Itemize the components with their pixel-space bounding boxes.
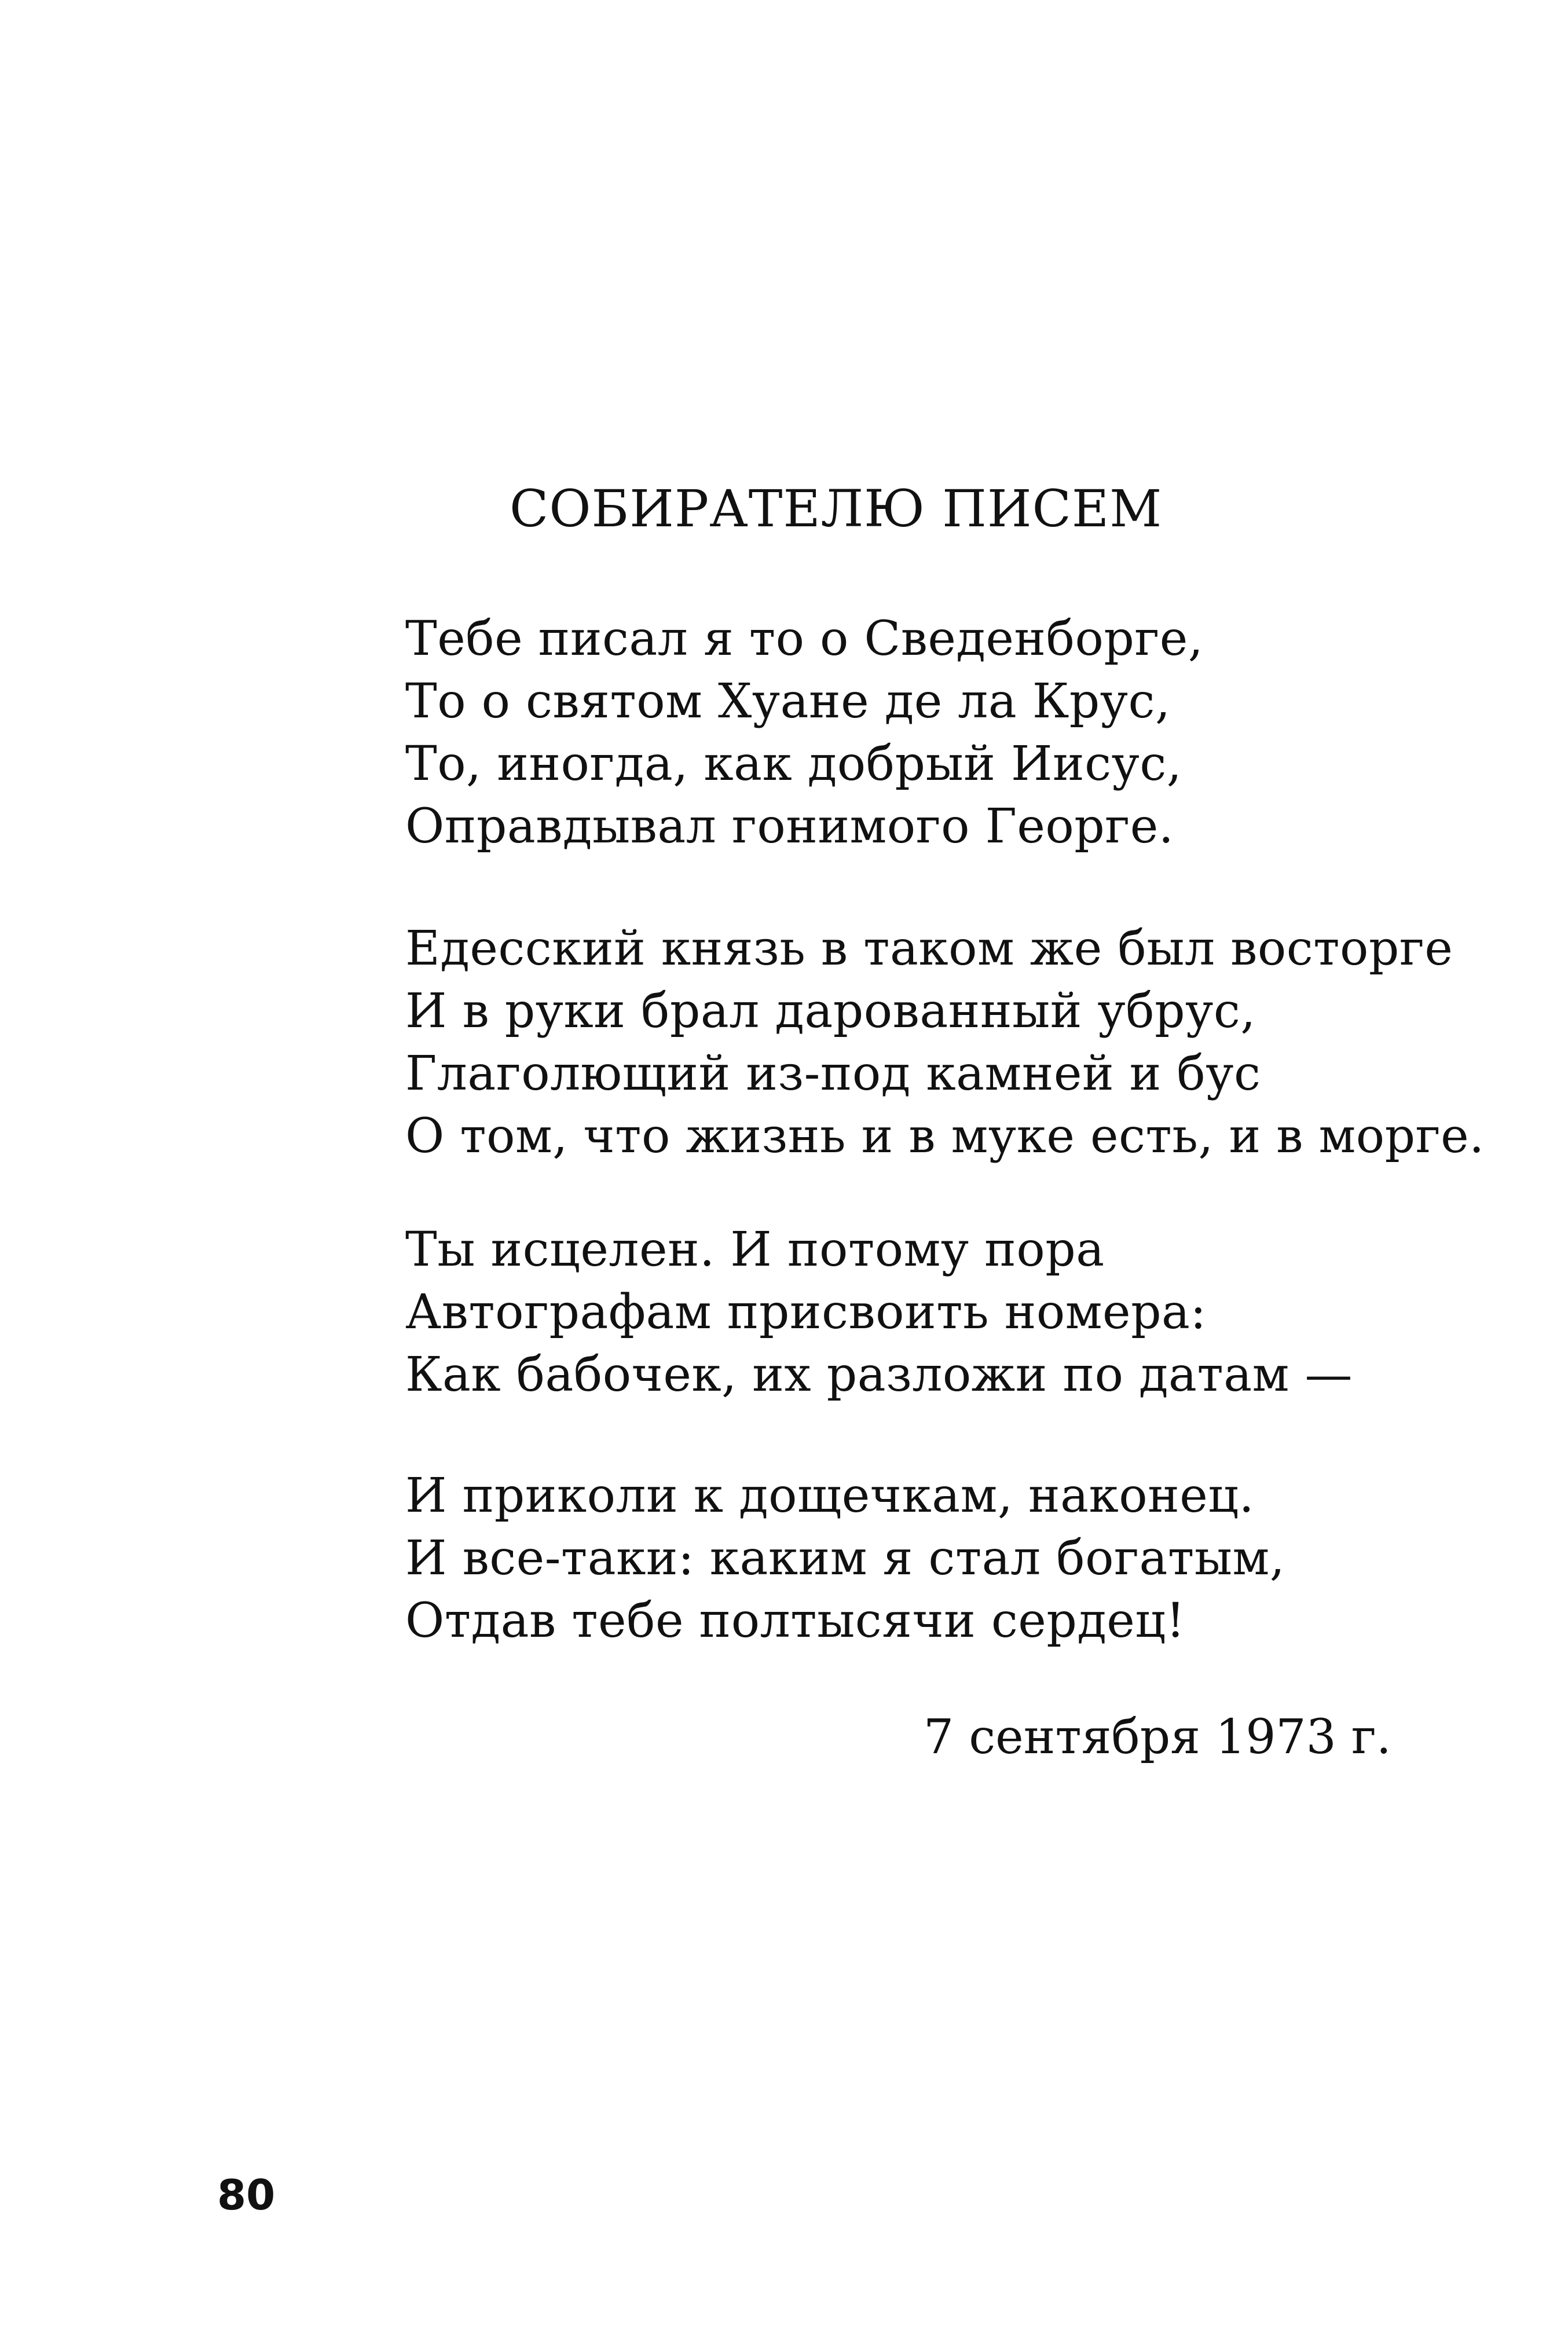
- poem-line: Как бабочек, их разложи по датам —: [405, 1347, 1353, 1402]
- poem-line: И приколи к дощечкам, наконец.: [405, 1468, 1255, 1523]
- poem-title: СОБИРАТЕЛЮ ПИСЕМ: [510, 479, 1163, 538]
- poem-line: Автографам присвоить номера:: [405, 1285, 1207, 1340]
- poem-line: Оправдывал гонимого Георге.: [405, 799, 1174, 854]
- poem-line: Глаголющий из-под камней и бус: [405, 1046, 1261, 1101]
- poem-line: Едесский князь в таком же был восторге: [405, 921, 1453, 976]
- poem-line: И в руки брал дарованный убрус,: [405, 984, 1256, 1039]
- poem-line: Отдав тебе полтысячи сердец!: [405, 1593, 1186, 1648]
- stanza-4: [405, 1465, 1448, 1652]
- poem-line: Ты исцелен. И потому пора: [405, 1222, 1105, 1277]
- stanza-1: [405, 608, 1448, 858]
- poem-line: То, иногда, как добрый Иисус,: [405, 736, 1182, 791]
- poem-line: И все-таки: каким я стал богатым,: [405, 1531, 1285, 1586]
- page-number: 80: [217, 2171, 276, 2219]
- poem-date: 7 сентября 1973 г.: [924, 1710, 1391, 1765]
- poem-line: Тебе писал я то о Сведенборге,: [405, 611, 1204, 666]
- stanza-3: [405, 1219, 1448, 1406]
- poem-line: О том, что жизнь и в муке есть, и в морге.: [405, 1109, 1485, 1164]
- poem-line: То о святом Хуане де ла Крус,: [405, 674, 1171, 729]
- stanza-2: [405, 918, 1485, 1168]
